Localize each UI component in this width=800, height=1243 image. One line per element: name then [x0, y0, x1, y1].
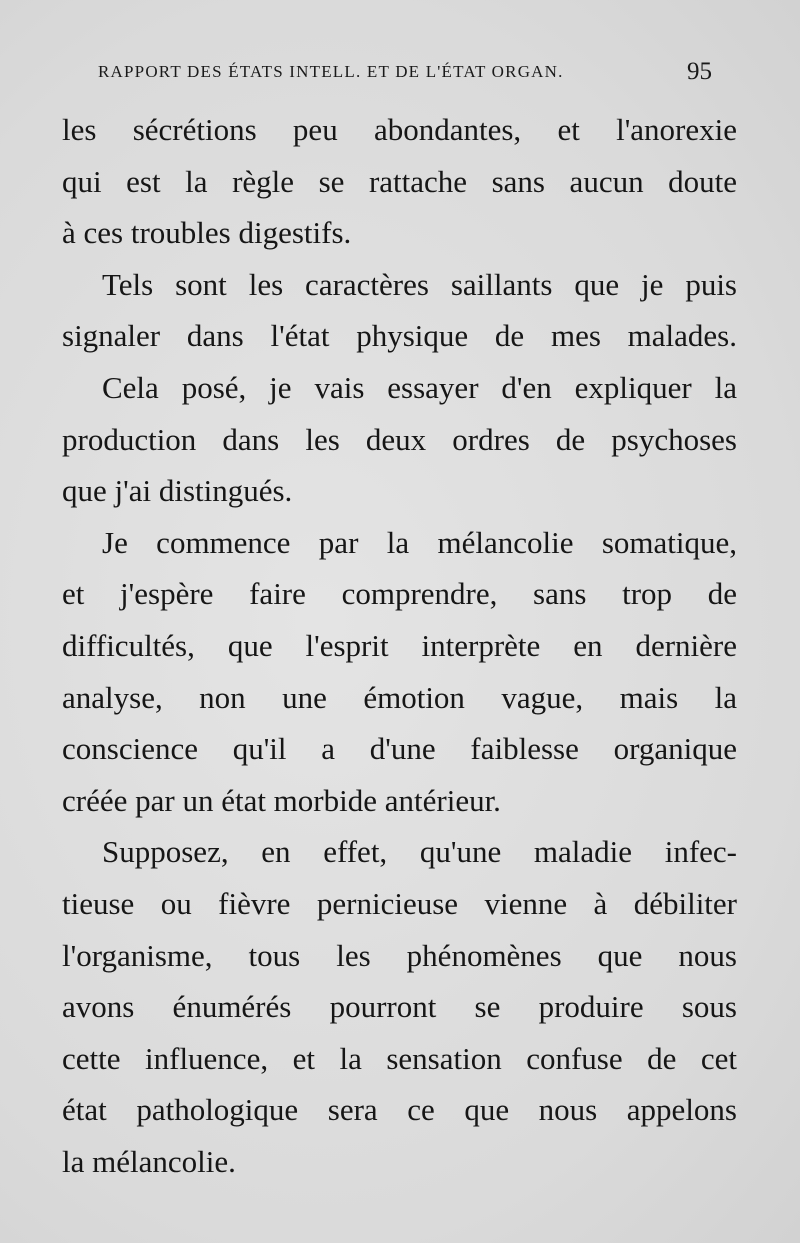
- text-line: signaler dans l'état physique de mes malades.: [62, 318, 737, 354]
- text-line: état pathologique sera ce que nous appelons: [62, 1092, 737, 1128]
- text-line: conscience qu'il a d'une faiblesse organique: [62, 731, 737, 767]
- text-line: et j'espère faire comprendre, sans trop de: [62, 576, 737, 612]
- text-line: avons énumérés pourront se produire sous: [62, 989, 737, 1025]
- text-line: que j'ai distingués.: [62, 473, 293, 509]
- body-text: [62, 104, 737, 1187]
- text-line: Je commence par la mélancolie somatique,: [102, 524, 737, 560]
- text-line: à ces troubles digestifs.: [62, 215, 352, 251]
- page-number: 95: [687, 58, 712, 85]
- text-line: la mélancolie.: [62, 1143, 236, 1179]
- running-head: [98, 58, 718, 88]
- text-line: production dans les deux ordres de psychoses: [62, 421, 737, 457]
- text-line: créée par un état morbide antérieur.: [62, 782, 501, 818]
- text-line: Cela posé, je vais essayer d'en expliquer la: [102, 369, 737, 405]
- text-line: l'organisme, tous les phénomènes que nous: [62, 937, 737, 973]
- text-line: Tels sont les caractères saillants que je puis: [102, 266, 737, 302]
- text-line: les sécrétions peu abondantes, et l'anorexie: [62, 112, 737, 147]
- text-line: tieuse ou fièvre pernicieuse vienne à débiliter: [62, 885, 737, 921]
- text-line: Supposez, en effet, qu'une maladie infec-: [102, 834, 737, 870]
- text-line: difficultés, que l'esprit interprète en dernière: [62, 627, 737, 663]
- text-line: analyse, non une émotion vague, mais la: [62, 679, 737, 715]
- running-title: RAPPORT DES ÉTATS INTELL. ET DE L'ÉTAT ORGAN.: [98, 62, 564, 81]
- text-line: qui est la règle se rattache sans aucun doute: [62, 163, 737, 199]
- text-line: cette influence, et la sensation confuse de cet: [62, 1040, 737, 1076]
